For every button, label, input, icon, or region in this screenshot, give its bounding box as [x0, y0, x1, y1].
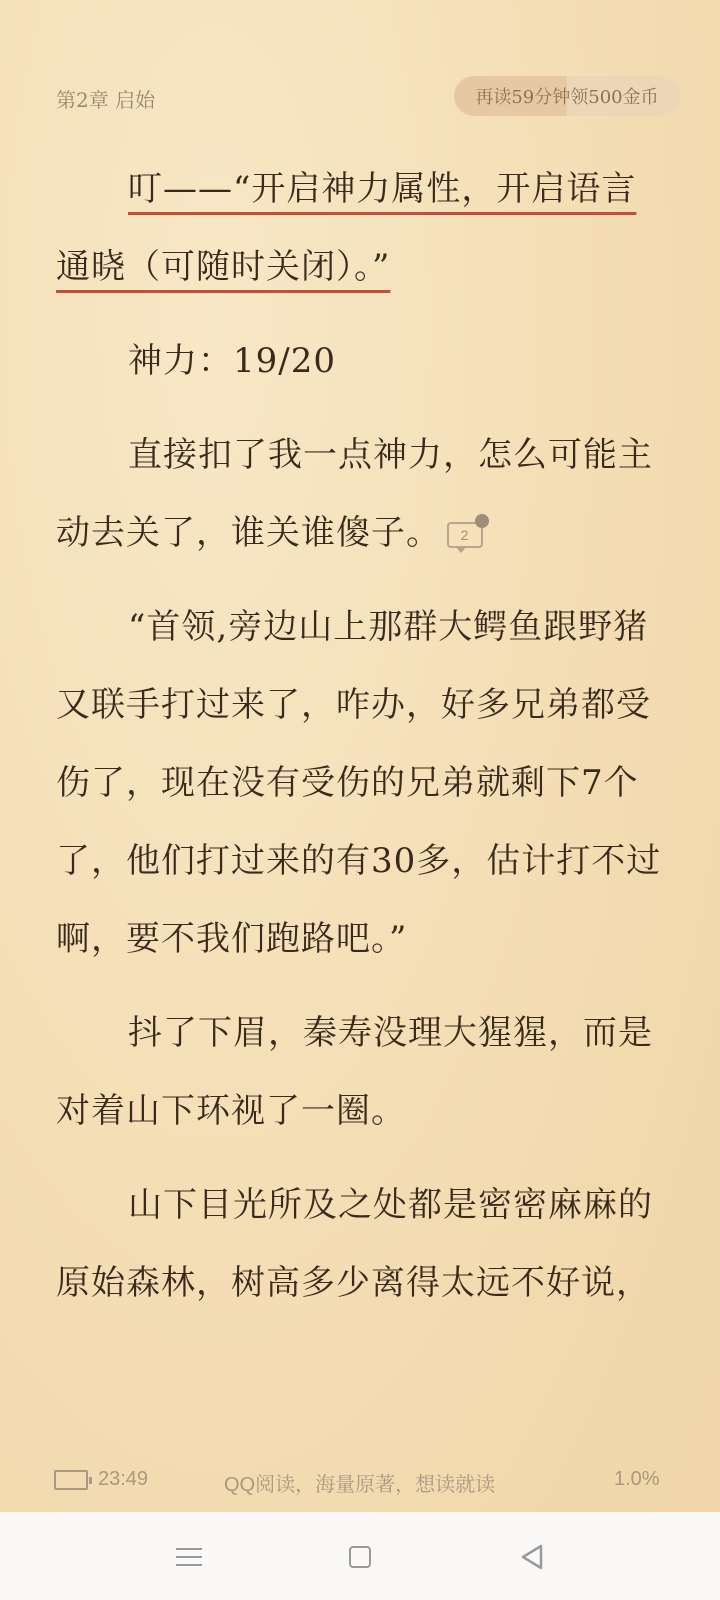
- reader-header: [0, 0, 720, 140]
- highlighted-text[interactable]: 叮——“开启神力属性，开启语言通晓（可随时关闭）。”: [56, 169, 637, 287]
- home-icon[interactable]: [343, 1540, 377, 1574]
- paragraph: 山下目光所及之处都是密密麻麻的原始森林，树高多少离得太远不好说，: [56, 1185, 653, 1303]
- reading-progress: 1.0%: [614, 1468, 660, 1490]
- battery-icon: [54, 1470, 88, 1490]
- reading-content[interactable]: [56, 150, 666, 1338]
- chapter-title: 第2章 启始: [56, 88, 156, 112]
- app-slogan: QQ阅读，海量原著，想读就读: [224, 1474, 496, 1496]
- comment-count: 2: [460, 527, 470, 543]
- paragraph: [56, 150, 666, 306]
- reading-reward-button[interactable]: 再读59分钟领500金币: [454, 76, 680, 116]
- paragraph-text: 直接扣了我一点神力，怎么可能主动去关了，谁关谁傻子。: [56, 435, 653, 553]
- bubble-tail: [455, 546, 467, 553]
- reader-footer: [0, 1462, 720, 1502]
- comment-count-icon[interactable]: [447, 522, 483, 548]
- clock-time: 23:49: [98, 1468, 149, 1490]
- pen-icon: [475, 514, 489, 528]
- menu-icon[interactable]: [172, 1540, 206, 1574]
- paragraph: “首领,旁边山上那群大鳄鱼跟野猪又联手打过来了，咋办，好多兄弟都受伤了，现在没有受伤的兄弟就剩下7个了，他们打过来的有30多，估计打不过啊，要不我们跑路吧。”: [56, 607, 662, 959]
- paragraph: 抖了下眉，秦寿没理大猩猩，而是对着山下环视了一圈。: [56, 1013, 653, 1131]
- back-icon[interactable]: [515, 1540, 549, 1574]
- paragraph: 神力：19/20: [128, 341, 336, 381]
- paragraph: [56, 416, 666, 572]
- system-navigation-bar: [0, 1512, 720, 1600]
